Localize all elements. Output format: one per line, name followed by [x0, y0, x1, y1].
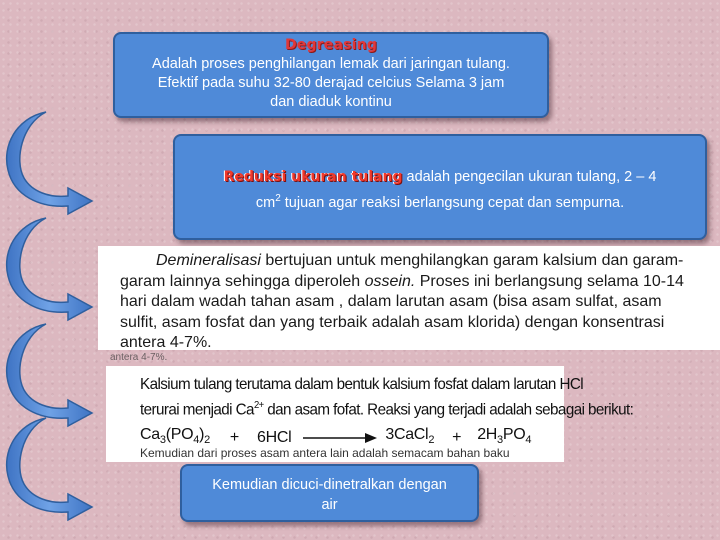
wash-line-1: Kemudian dicuci-dinetralkan dengan — [212, 477, 447, 493]
degreasing-box — [113, 32, 549, 118]
demin-line-1-text: bertujuan untuk menghilangkan garam kalsium dan garam- — [260, 252, 684, 269]
degreasing-title: Degreasing — [284, 37, 378, 53]
size-unit: cm — [255, 194, 276, 211]
size-reduction-line-1-text: adalah pengecilan ukuran tulang, 2 – 4 — [402, 169, 657, 185]
reaction-line-2b: dan asam fofat. Reaksi yang terjadi adalah sebagai berikut: — [263, 401, 634, 419]
reaction-line-2 — [140, 395, 634, 420]
reaction-line-1: Kalsium tulang terutama dalam bentuk kalsium fosfat dalam larutan HCl — [140, 376, 584, 393]
demin-line-2 — [120, 272, 712, 293]
size-reduction-line-2-text: tujuan agar reaksi berlangsung cepat dan sempurna. — [280, 194, 625, 211]
degreasing-line-1: Adalah proses penghilangan lemak dari jaringan tulang. — [152, 56, 510, 72]
demin-line-2b: Proses ini berlangsung selama 10-14 — [415, 272, 684, 290]
size-reduction-line-2 — [187, 188, 693, 214]
product-2: $2H_3PO_4$ — [477, 426, 532, 447]
demin-line-2a: garam lainnya sehingga diperoleh — [120, 272, 365, 290]
curved-arrows-group — [0, 0, 110, 540]
demin-term: Demineralisasi — [156, 252, 261, 269]
plus-2: + — [452, 429, 462, 447]
wash-neutralize-box — [180, 464, 479, 522]
degreasing-line-3: dan diaduk kontinu — [270, 94, 392, 110]
reaction-line-2a: terurai menjadi Ca — [140, 401, 254, 419]
demin-line-5: antera 4-7%. — [120, 334, 212, 351]
size-reduction-box — [173, 134, 707, 240]
plus-1: + — [229, 429, 239, 447]
demin-line-4: sulfit, asam fosfat dan yang terbaik adalah asam klorida) dengan konsentrasi — [120, 313, 665, 331]
curved-arrow-icon — [7, 218, 92, 320]
wash-line-2: air — [321, 497, 338, 513]
clipped-text-fragment: antera 4-7%. — [110, 352, 168, 363]
product-1: 3CaCl$_2$ — [385, 426, 435, 447]
curved-arrow-icon — [7, 418, 92, 520]
reaction-image-panel — [106, 366, 634, 462]
reactant-2: 6HCl — [256, 429, 292, 447]
curved-arrow-icon — [7, 112, 92, 214]
demin-line-3: hari dalam wadah tahan asam , dalam larutan asam (bisa asam sulfat, asam — [120, 293, 662, 310]
demineralization-panel — [98, 246, 720, 350]
demin-line-1 — [120, 251, 712, 272]
size-reduction-title: Reduksi ukuran tulang — [223, 169, 403, 185]
curved-arrow-icon — [7, 324, 92, 426]
cut-off-text: Kemudian dari proses asam antera lain adalah semacam bahan baku — [140, 446, 510, 460]
reactant-1: $Ca_3(PO_4)_2$ — [140, 426, 210, 447]
ossein-term: ossein. — [364, 272, 416, 290]
size-reduction-line-1 — [187, 166, 693, 188]
size-unit-sup: 2 — [275, 193, 281, 204]
ca-charge-sup: 2+ — [253, 400, 264, 411]
degreasing-line-2: Efektif pada suhu 32-80 derajad celcius Selama 3 jam — [157, 75, 505, 91]
